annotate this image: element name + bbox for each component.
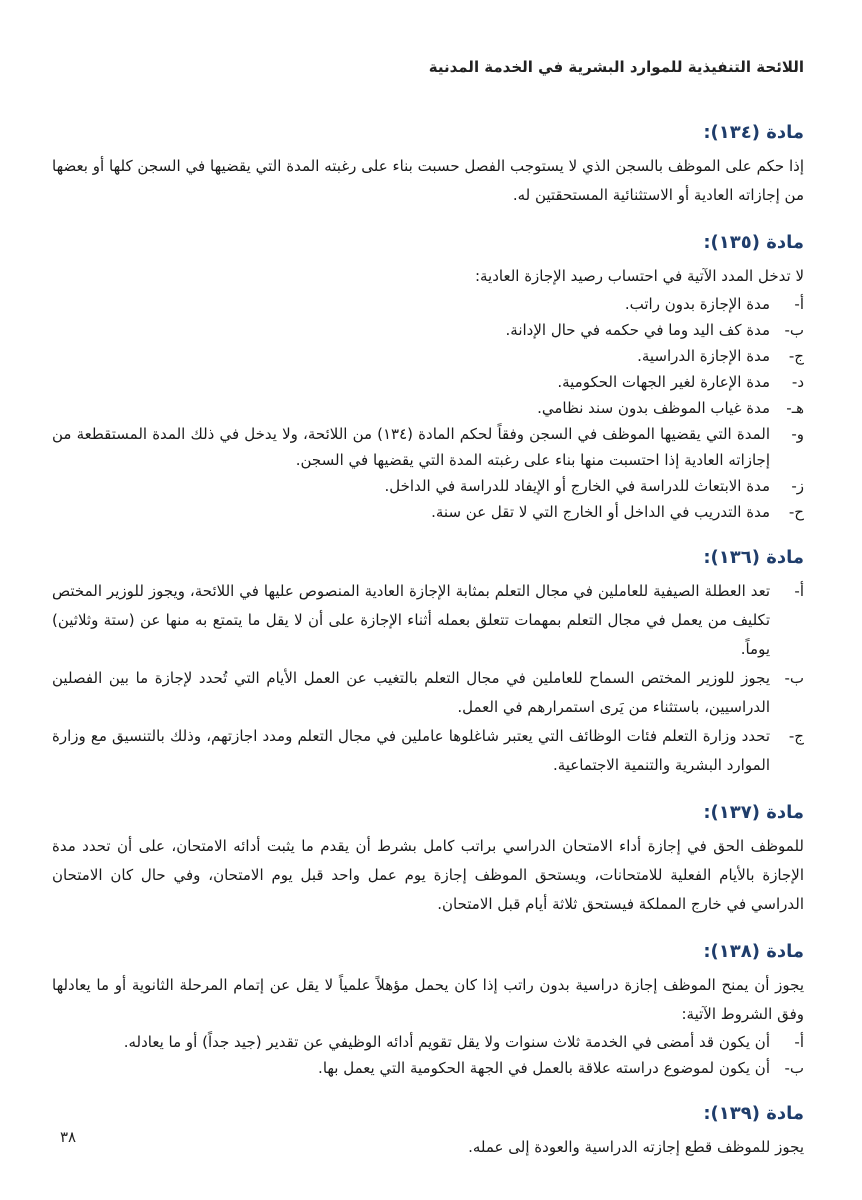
list-item [52,291,804,317]
article-136 [52,545,804,780]
list-item [52,343,804,369]
item-text: يجوز للوزير المختص السماح للعاملين في مجال التعلم بالتغيب عن العمل الأيام التي تُحدد لإجازة ما بين الفصلين الدراسيين، باستثناء من يَرى استمرارهم في العمل. [52,669,770,716]
item-text: مدة الابتعاث للدراسة في الخارج أو الإيفاد للدراسة في الداخل. [384,477,770,495]
item-text: تحدد وزارة التعلم فئات الوظائف التي يعتبر شاغلوها عاملين في مجال التعلم ومدد اجازتهم، وذلك بالتنسيق مع وزارة الموارد البشرية والتنمية الاجتماعية. [52,727,770,774]
article-title: مادة (١٣٥): [703,232,804,253]
article-paragraph: إذا حكم على الموظف بالسجن الذي لا يستوجب الفصل حسبت بناء على رغبته المدة التي يقضيها في السجن كلها أو بعضها من إجازاته العادية أو الاستثنائية المستحقتين له. [52,157,804,204]
item-letter: ح- [788,503,804,521]
running-header: اللائحة التنفيذية للموارد البشرية في الخدمة المدنية [428,58,804,76]
article-items [52,577,804,780]
article-items [52,1029,804,1081]
list-item [52,664,804,722]
article-title: مادة (١٣٩): [703,1103,804,1124]
item-text: مدة التدريب في الداخل أو الخارج التي لا تقل عن سنة. [431,503,770,521]
item-text: أن يكون قد أمضى في الخدمة ثلاث سنوات ولا يقل تقويم أدائه الوظيفي عن تقدير (جيد جداً) أو ما يعادله. [123,1033,770,1051]
article-138 [52,939,804,1081]
item-letter: أ- [794,582,804,600]
item-text: مدة كف اليد وما في حكمه في حال الإدانة. [505,321,770,339]
item-letter: أ- [794,1033,804,1051]
list-item [52,1029,804,1055]
article-paragraph: يجوز أن يمنح الموظف إجازة دراسية بدون راتب إذا كان يحمل مؤهلاً علمياً لا يقل عن إتمام المرحلة الثانوية أو ما يعادلها وفق الشروط الآتية: [52,976,804,1023]
article-title: مادة (١٣٤): [703,122,804,143]
article-134 [52,120,804,210]
item-letter: ز- [791,477,804,495]
article-135 [52,230,804,525]
article-title: مادة (١٣٨): [703,941,804,962]
list-item [52,473,804,499]
list-item [52,369,804,395]
item-letter: د- [791,373,804,391]
article-paragraph: يجوز للموظف قطع إجازته الدراسية والعودة إلى عمله. [468,1138,804,1156]
item-letter: و- [791,425,804,443]
article-paragraph: لا تدخل المدد الآتية في احتساب رصيد الإجازة العادية: [474,267,804,285]
article-title: مادة (١٣٧): [703,802,804,823]
item-letter: ب- [784,321,804,339]
item-letter: ب- [784,1059,804,1077]
item-letter: ج- [788,727,804,745]
item-text: مدة الإجازة بدون راتب. [624,295,770,313]
item-letter: أ- [794,295,804,313]
article-items [52,291,804,525]
page-number: ٣٨ [60,1128,77,1146]
list-item [52,722,804,780]
list-item [52,421,804,473]
list-item [52,577,804,664]
item-text: مدة الإعارة لغير الجهات الحكومية. [557,373,770,391]
item-letter: هـ- [786,399,804,417]
article-paragraph: للموظف الحق في إجازة أداء الامتحان الدراسي براتب كامل بشرط أن يقدم ما يثبت أدائه الامتحان، على أن تحدد مدة الإجازة بالأيام الفعلية للامتحانات، ويستحق الموظف إجازة يوم عمل واحد قبل يوم الامتحان، وفي حال كان الامتحان الدراسي في خارج المملكة فيستحق ثلاثة أيام قبل الامتحان. [52,837,804,913]
list-item [52,499,804,525]
list-item [52,317,804,343]
item-letter: ج- [788,347,804,365]
article-title: مادة (١٣٦): [703,547,804,568]
item-text: تعد العطلة الصيفية للعاملين في مجال التعلم بمثابة الإجازة العادية المنصوص عليها في اللائحة، ويجوز للوزير المختص تكليف من يعمل في مجال التعلم بمهمات تتعلق بعمله أثناء الإجازة على أن لا يقل ما يتمتع به منها عن (ستة وثلاثين) يوماً. [52,582,770,658]
item-text: مدة غياب الموظف بدون سند نظامي. [537,399,770,417]
item-text: مدة الإجازة الدراسية. [637,347,770,365]
item-text: المدة التي يقضيها الموظف في السجن وفقاً لحكم المادة (١٣٤) من اللائحة، ولا يدخل في ذلك المدة المستقطعة من إجازاته العادية إذا احتسبت منها بناء على رغبته المدة التي يقضيها في السجن. [52,425,770,469]
list-item [52,1055,804,1081]
article-139 [52,1101,804,1162]
list-item [52,395,804,421]
item-text: أن يكون لموضوع دراسته علاقة بالعمل في الجهة الحكومية التي يعمل بها. [318,1059,770,1077]
item-letter: ب- [784,669,804,687]
article-137 [52,800,804,919]
